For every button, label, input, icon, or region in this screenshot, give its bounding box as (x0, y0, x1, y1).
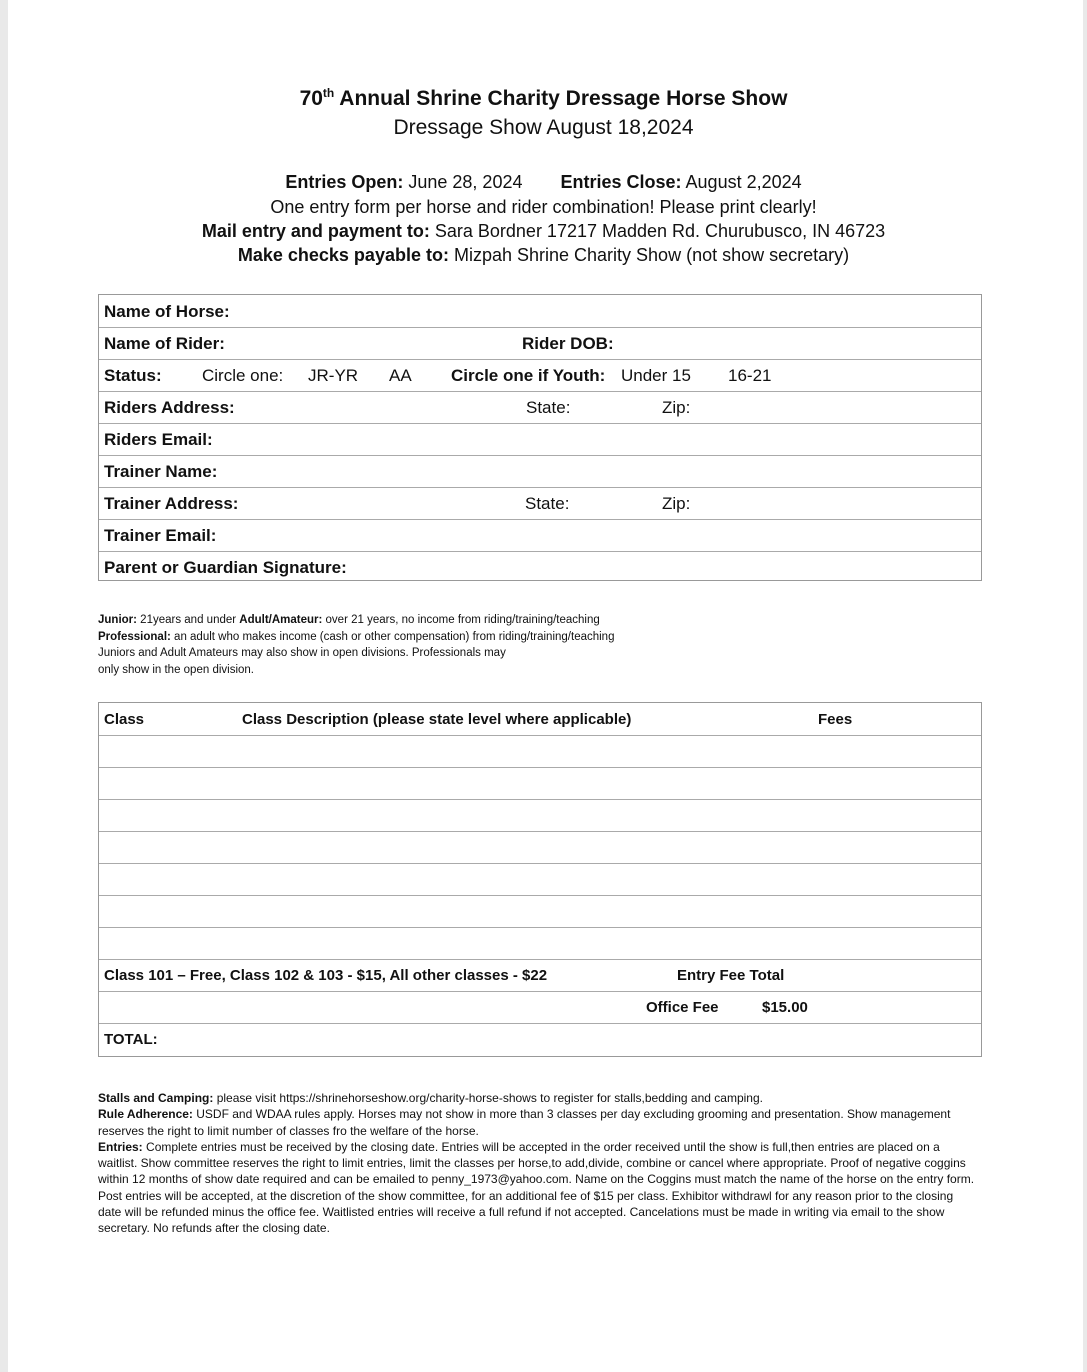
riders-email-row[interactable] (99, 423, 981, 456)
division-definitions: Junior: 21years and under Adult/Amateur: over 21 years, no income from riding/training/teaching Professional: an adult who makes income (cash or other compensation) from riding/training/teaching Juniors and Adult Amateurs may also show in open divisions. Professionals may only show in the open division. (98, 614, 615, 676)
youth-16-21[interactable]: 16-21 (728, 366, 772, 385)
office-fee-label: Office Fee (646, 999, 719, 1016)
checks-payable: Make checks payable to: Mizpah Shrine Charity Show (not show secretary) (237, 245, 850, 265)
guardian-signature-label: Parent or Guardian Signature: (104, 558, 347, 577)
stalls-note: Stalls and Camping: please visit https://shrinehorseshow.org/charity-horse-shows to register for stalls,bedding and camping. (98, 1091, 763, 1105)
trainer-address-label: Trainer Address: (104, 494, 239, 513)
entries-dates: Entries Open: June 28, 2024 Entries Close: August 2,2024 (285, 172, 802, 192)
class-entry-row[interactable] (99, 767, 981, 800)
horse-name-label: Name of Horse: (104, 302, 230, 321)
trainer-state-label: State: (525, 494, 570, 513)
class-table (98, 702, 982, 1057)
rider-state-label: State: (526, 398, 571, 417)
trainer-name-label: Trainer Name: (104, 462, 218, 481)
trainer-name-row[interactable] (99, 455, 981, 488)
show-subtitle: Dressage Show August 18,2024 (393, 116, 694, 139)
fee-schedule-row[interactable] (99, 959, 981, 992)
rider-zip-label: Zip: (662, 398, 691, 417)
status-aa[interactable]: AA (389, 366, 412, 385)
trainer-zip-label: Zip: (662, 494, 691, 513)
status-label: Status: (104, 366, 162, 385)
trainer-email-row[interactable] (99, 519, 981, 552)
circle-youth-label: Circle one if Youth: (451, 366, 606, 385)
total-label: TOTAL: (104, 1031, 158, 1048)
fee-schedule: Class 101 – Free, Class 102 & 103 - $15, All other classes - $22 (104, 967, 548, 984)
rider-dob-label: Rider DOB: (522, 334, 614, 353)
class-entry-row[interactable] (99, 927, 981, 960)
riders-address-row[interactable] (99, 391, 981, 424)
class-entry-row[interactable] (99, 735, 981, 768)
class-entry-row[interactable] (99, 863, 981, 896)
riders-email-label: Riders Email: (104, 430, 213, 449)
guardian-signature-row[interactable] (99, 551, 981, 583)
entry-fee-total-label: Entry Fee Total (677, 967, 785, 984)
youth-under-15[interactable]: Under 15 (621, 366, 691, 385)
trainer-email-label: Trainer Email: (104, 526, 217, 545)
mail-entry: Mail entry and payment to: Sara Bordner 17217 Madden Rd. Churubusco, IN 46723 (201, 221, 886, 241)
show-title: 70th Annual Shrine Charity Dressage Horse Show (299, 86, 788, 110)
total-row[interactable] (99, 1023, 981, 1055)
circle-one-label: Circle one: (202, 366, 284, 385)
horse-name-row[interactable] (99, 295, 981, 328)
rider-name-row[interactable] (99, 327, 981, 360)
riders-address-label: Riders Address: (104, 398, 235, 417)
office-fee-value: $15.00 (762, 999, 808, 1016)
class-entry-row[interactable] (99, 831, 981, 864)
trainer-address-row[interactable] (99, 487, 981, 520)
col-description: Class Description (please state level where applicable) (242, 711, 632, 728)
class-entry-row[interactable] (99, 799, 981, 832)
col-class: Class (104, 711, 145, 728)
entry-form-table (98, 294, 982, 581)
class-entry-row[interactable] (99, 895, 981, 928)
office-fee-row (99, 991, 981, 1024)
rider-name-label: Name of Rider: (104, 334, 225, 353)
class-table-header (99, 703, 981, 736)
show-notes (98, 1090, 978, 1237)
status-row[interactable] (99, 359, 981, 392)
entries-note: Entries: Complete entries must be received by the closing date. Entries will be accepted in the order received until the show is full,then entries are placed on a waitlist. Show committee reserves the right to limit entries, limit the classes per horse,to add,divide, combine or cancel where appropriate. Proof of negative coggins within 12 months of show date required and can be emailed to penny_1973@yahoo.com. Name on the Coggins must match the name of the horse on the entry form. Post entries will be accepted, at the discretion of the show committee, for an additional fee of $15 per class. Exhibitor withdrawl for any reason prior to the closing date will be refunded minus the office fee. Waitlisted entries will receive a full refund if not accepted. Cancelations must be made in writing via email to the show secretary. No refunds after the closing date. (98, 1139, 975, 1236)
rule-note: Rule Adherence: USDF and WDAA rules apply. Horses may not show in more than 3 classes per day excluding grooming and presentation. Show management reserves the right to limit number of classes fro the welfare of the horse. (98, 1107, 951, 1138)
one-entry-note: One entry form per horse and rider combination! Please print clearly! (270, 197, 817, 217)
col-fees: Fees (818, 711, 853, 728)
status-jr-yr[interactable]: JR-YR (308, 366, 359, 385)
